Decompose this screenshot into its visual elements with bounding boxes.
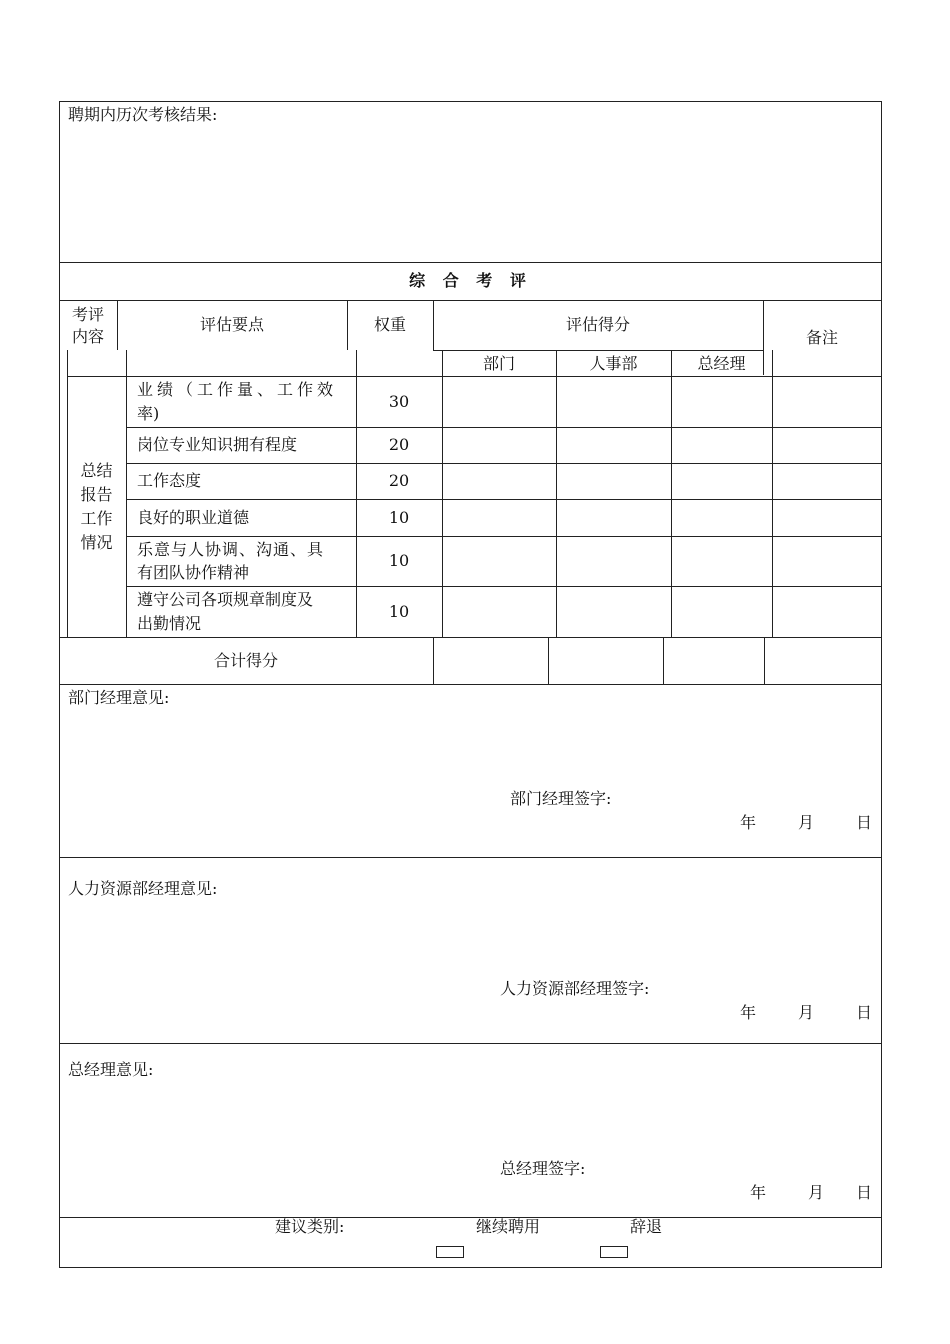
- divider-gm: [59, 1217, 882, 1218]
- hr-date-month: 月: [798, 1003, 815, 1022]
- row-line-2: [126, 463, 882, 464]
- total-v3: [663, 637, 664, 685]
- row-item-ethics: 良好的职业道德: [137, 508, 250, 527]
- row-line-6: [59, 637, 882, 638]
- row-item-performance-l1: 业绩（工作量、工作效: [137, 380, 338, 399]
- gm-date-month: 月: [808, 1183, 825, 1202]
- total-v2: [548, 637, 549, 685]
- row-line-3: [126, 499, 882, 500]
- dept-sign-label: 部门经理签字:: [510, 789, 612, 808]
- row-item-attitude: 工作态度: [137, 471, 202, 490]
- section-title: 综 合 考 评: [409, 271, 532, 290]
- gm-date-year: 年: [750, 1183, 767, 1202]
- dept-date-year: 年: [740, 813, 757, 832]
- hdr-sub-v3: [442, 350, 443, 638]
- row-item-performance-l2: 率): [137, 404, 160, 423]
- hr-date-year: 年: [740, 1003, 757, 1022]
- option-continue-label: 继续聘用: [476, 1217, 541, 1236]
- divider-hr: [59, 1043, 882, 1044]
- row-weight-knowledge: 20: [388, 435, 410, 454]
- option-dismiss-label: 辞退: [630, 1217, 663, 1236]
- subheader-gm: 总经理: [697, 354, 746, 373]
- category-line2: 报告: [80, 485, 113, 504]
- row-line-5: [126, 586, 882, 587]
- subheader-hr: 人事部: [589, 354, 638, 373]
- history-label: 聘期内历次考核结果:: [68, 105, 218, 124]
- row-weight-attitude: 20: [388, 471, 410, 490]
- header-score: 评估得分: [565, 315, 630, 334]
- dept-date-day: 日: [856, 813, 873, 832]
- hdr-sub-v1: [126, 350, 127, 638]
- row-weight-ethics: 10: [388, 508, 410, 527]
- hr-date-day: 日: [856, 1003, 873, 1022]
- row-item-knowledge: 岗位专业知识拥有程度: [137, 435, 298, 454]
- gm-sign-label: 总经理签字:: [500, 1159, 586, 1178]
- hdr-sub-v6: [772, 350, 773, 638]
- hdr-bottom: [67, 376, 882, 377]
- hdr-sub-top: [433, 350, 764, 351]
- hdr-sub-v5: [671, 350, 672, 638]
- divider-dept: [59, 857, 882, 858]
- divider-total: [59, 684, 882, 685]
- frame-top: [59, 101, 882, 102]
- header-points: 评估要点: [199, 315, 264, 334]
- header-weight: 权重: [373, 315, 406, 334]
- header-content-line1: 考评: [71, 305, 104, 324]
- row-line-4: [126, 536, 882, 537]
- total-v1: [433, 637, 434, 685]
- row-weight-rules: 10: [388, 602, 410, 621]
- hdr-sub-v4: [556, 350, 557, 638]
- hr-opinion-label: 人力资源部经理意见:: [68, 879, 218, 898]
- row-weight-teamwork: 10: [388, 551, 410, 570]
- category-line1: 总结: [80, 461, 113, 480]
- row-item-rules-l2: 出勤情况: [137, 614, 202, 633]
- row-weight-performance: 30: [388, 392, 410, 411]
- dept-date-month: 月: [798, 813, 815, 832]
- gm-opinion-label: 总经理意见:: [68, 1060, 154, 1079]
- suggestion-label: 建议类别:: [275, 1217, 345, 1236]
- divider-history: [59, 262, 882, 263]
- category-line3: 工作: [80, 509, 113, 528]
- category-line4: 情况: [80, 533, 113, 552]
- subheader-department: 部门: [482, 354, 515, 373]
- row-item-teamwork-l2: 有团队协作精神: [137, 563, 250, 582]
- divider-title: [59, 300, 882, 301]
- total-v4: [764, 637, 765, 685]
- row-line-1: [126, 427, 882, 428]
- row-item-rules-l1: 遵守公司各项规章制度及: [137, 590, 314, 609]
- row-item-teamwork-l1: 乐意与人协调、沟通、具: [137, 540, 325, 559]
- frame-bottom: [59, 1267, 882, 1268]
- header-remarks: 备注: [805, 328, 838, 347]
- header-content-line2: 内容: [71, 327, 104, 346]
- option-continue-checkbox[interactable]: [436, 1246, 464, 1258]
- hr-sign-label: 人力资源部经理签字:: [500, 979, 650, 998]
- dept-opinion-label: 部门经理意见:: [68, 688, 170, 707]
- option-dismiss-checkbox[interactable]: [600, 1246, 628, 1258]
- gm-date-day: 日: [856, 1183, 873, 1202]
- total-label: 合计得分: [213, 651, 278, 670]
